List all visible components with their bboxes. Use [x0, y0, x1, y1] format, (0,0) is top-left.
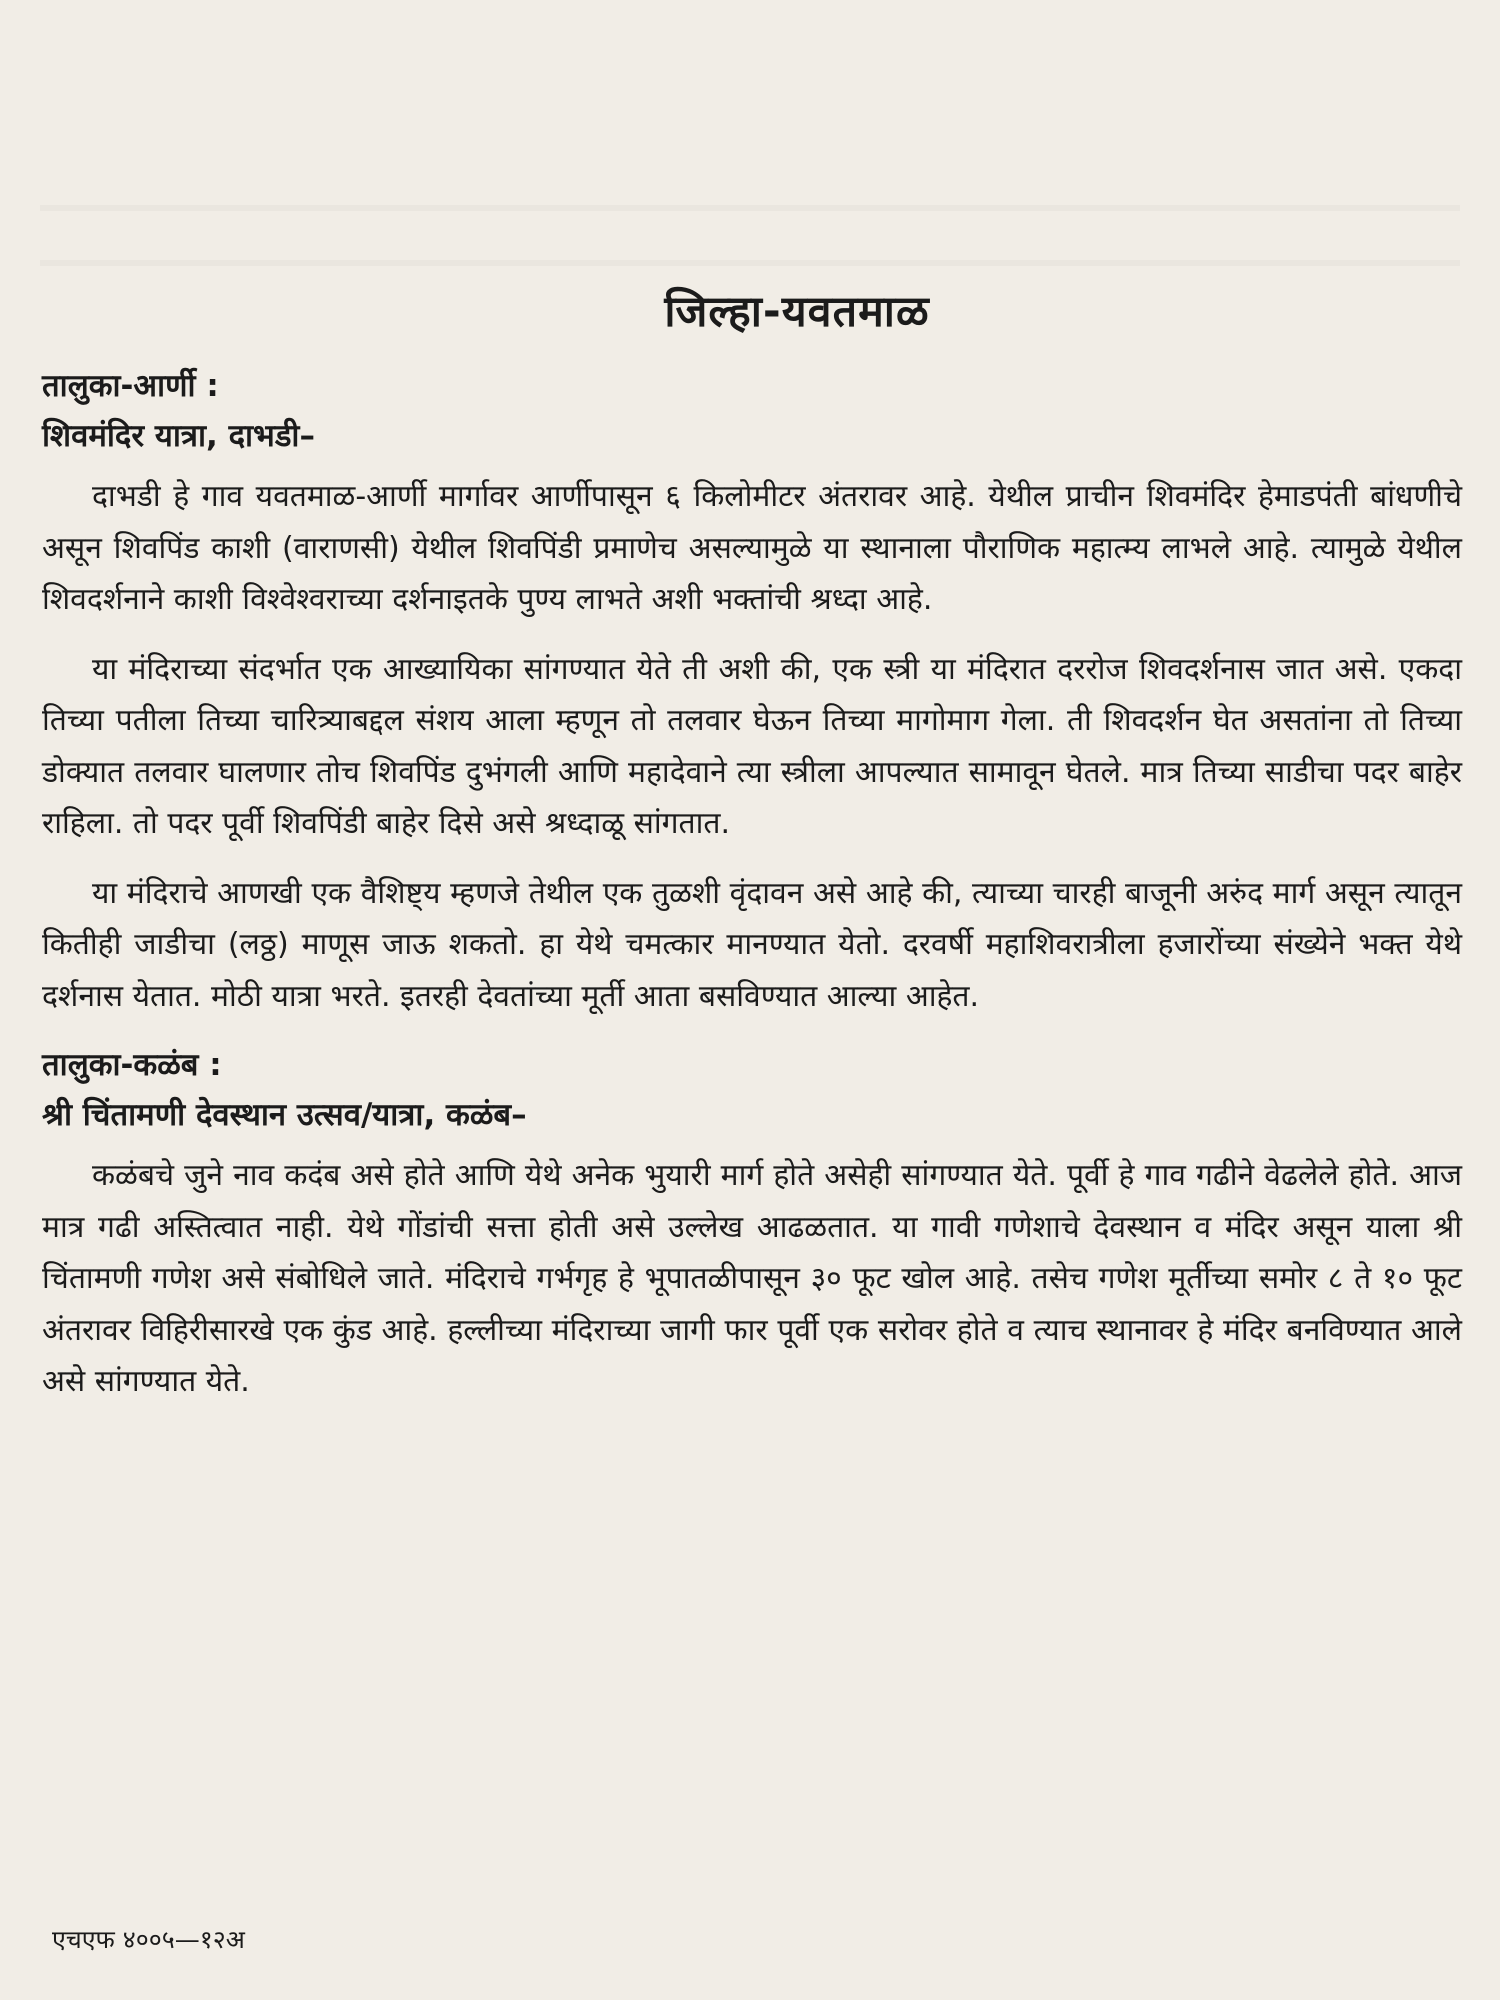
- district-title: जिल्हा-यवतमाळ: [664, 287, 930, 337]
- section-kalamb: [42, 1040, 1462, 1408]
- section-arni: [42, 361, 1462, 1022]
- taluka-heading: तालुका-कळंब :: [42, 1047, 222, 1083]
- bleed-through-line: [40, 205, 1460, 211]
- taluka-heading: तालुका-आर्णी :: [42, 368, 219, 404]
- paragraph: या मंदिराचे आणखी एक वैशिष्ट्य म्हणजे तेथील एक तुळशी वृंदावन असे आहे की, त्याच्या चारही बाजूनी अरुंद मार्ग असून त्यातून कितीही जाडीचा (लठ्ठ) माणूस जाऊ शकतो. हा येथे चमत्कार मानण्यात येतो. दरवर्षी महाशिवरात्रीला हजारोंच्या संख्येने भक्त येथे दर्शनास येतात. मोठी यात्रा भरते. इतरही देवतांच्या मूर्ती आता बसविण्यात आल्या आहेत.: [42, 875, 1462, 1014]
- section-subtitle: शिवमंदिर यात्रा, दाभडी–: [42, 418, 315, 454]
- paragraph: कळंबचे जुने नाव कदंब असे होते आणि येथे अनेक भुयारी मार्ग होते असेही सांगण्यात येते. पूर्वी हे गाव गढीने वेढलेले होते. आज मात्र गढी अस्तित्वात नाही. येथे गोंडांची सत्ता होती असे उल्लेख आढळतात. या गावी गणेशाचे देवस्थान व मंदिर असून याला श्री चिंतामणी गणेश असे संबोधिले जाते. मंदिराचे गर्भगृह हे भूपातळीपासून ३० फूट खोल आहे. तसेच गणेश मूर्तीच्या समोर ८ ते १० फूट अंतरावर विहिरीसारखे एक कुंड आहे. हल्लीच्या मंदिराच्या जागी फार पूर्वी एक सरोवर होते व त्याच स्थानावर हे मंदिर बनविण्यात आले असे सांगण्यात येते.: [42, 1158, 1462, 1399]
- paragraph: दाभडी हे गाव यवतमाळ-आर्णी मार्गावर आर्णीपासून ६ किलोमीटर अंतरावर आहे. येथील प्राचीन शिवमंदिर हेमाडपंती बांधणीचे असून शिवपिंड काशी (वाराणसी) येथील शिवपिंडी प्रमाणेच असल्यामुळे या स्थानाला पौराणिक महात्म्य लाभले आहे. त्यामुळे येथील शिवदर्शनाने काशी विश्वेश्वराच्या दर्शनाइतके पुण्य लाभते अशी भक्तांची श्रध्दा आहे.: [42, 479, 1462, 617]
- page-footer: एचएफ ४००५—१२अ: [52, 1925, 245, 1954]
- paragraph: या मंदिराच्या संदर्भात एक आख्यायिका सांगण्यात येते ती अशी की, एक स्त्री या मंदिरात दररोज शिवदर्शनास जात असे. एकदा तिच्या पतीला तिच्या चारित्र्याबद्दल संशय आला म्हणून तो तलवार घेऊन तिच्या मागोमाग गेला. ती शिवदर्शन घेत असतांना तो तिच्या डोक्यात तलवार घालणार तोच शिवपिंड दुभंगली आणि महादेवाने त्या स्त्रीला आपल्यात सामावून घेतले. मात्र तिच्या साडीचा पदर बाहेर राहिला. तो पदर पूर्वी शिवपिंडी बाहेर दिसे असे श्रध्दाळू सांगतात.: [42, 651, 1462, 841]
- bleed-through-line: [40, 260, 1460, 266]
- section-subtitle: श्री चिंतामणी देवस्थान उत्सव/यात्रा, कळंब–: [42, 1097, 527, 1133]
